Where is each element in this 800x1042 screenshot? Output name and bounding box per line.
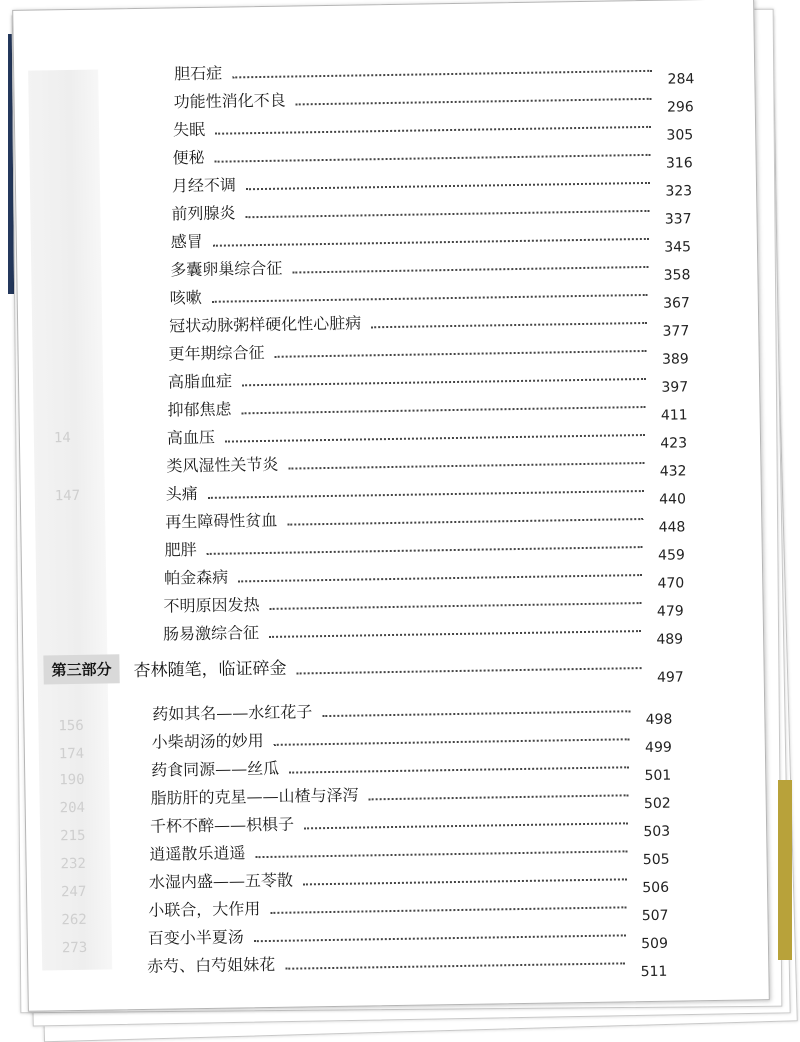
toc-leader-dots xyxy=(289,766,629,773)
toc-entry-page: 509 xyxy=(641,935,669,953)
toc-leader-dots xyxy=(269,630,641,638)
toc-leader-dots xyxy=(242,406,646,414)
toc-leader-dots xyxy=(270,906,626,914)
toc-leader-dots xyxy=(287,518,643,526)
bleed-through-number: 190 xyxy=(59,771,85,789)
toc-entry-page: 296 xyxy=(666,99,694,116)
toc-entry-page: 358 xyxy=(663,267,691,284)
toc-entry-title: 功能性消化不良 xyxy=(173,90,286,112)
toc-entry-page: 498 xyxy=(645,711,673,729)
toc-leader-dots xyxy=(296,98,652,106)
toc-leader-dots xyxy=(369,794,629,800)
bleed-through-number: 262 xyxy=(61,911,87,929)
toc-entry-page: 511 xyxy=(640,963,668,981)
toc-leader-dots xyxy=(297,667,642,674)
toc-entry-page: 440 xyxy=(659,491,687,508)
toc-leader-dots xyxy=(245,210,649,218)
toc-leader-dots xyxy=(304,822,628,829)
toc-entry-page: 411 xyxy=(660,407,688,424)
bleed-through-column xyxy=(28,70,112,971)
toc-entry-page: 284 xyxy=(667,71,695,88)
toc-leader-dots xyxy=(242,378,646,386)
toc-entry-page: 499 xyxy=(644,739,672,757)
bleed-through-number: 174 xyxy=(58,745,85,763)
toc-entry-title: 千杯不醉——枳椇子 xyxy=(149,814,295,836)
toc-entry-title: 胆石症 xyxy=(174,63,223,84)
toc-leader-dots xyxy=(274,738,630,746)
toc-entry-title: 药食同源——丝瓜 xyxy=(150,758,280,780)
toc-leader-dots xyxy=(215,126,651,135)
toc-entry-page: 305 xyxy=(666,127,694,144)
part-three-page: 497 xyxy=(656,669,684,686)
toc-entry-title: 便秘 xyxy=(172,147,205,168)
part-three-title: 杏林随笔，临证碎金 xyxy=(133,658,287,682)
toc-leader-dots xyxy=(246,182,650,190)
toc-entry-page: 345 xyxy=(664,239,692,256)
toc-entry-title: 不明原因发热 xyxy=(163,595,260,616)
toc-entry-title: 抑郁焦虑 xyxy=(167,399,232,420)
bleed-through-number: 156 xyxy=(58,717,84,735)
toc-entry-page: 506 xyxy=(642,879,670,897)
toc-leader-dots xyxy=(238,574,642,582)
toc-entry-page: 448 xyxy=(658,519,686,536)
toc-leader-dots xyxy=(303,878,627,885)
toc-leader-dots xyxy=(270,602,642,610)
toc-entry-title: 咳嗽 xyxy=(169,287,202,308)
toc-entry-page: 377 xyxy=(662,323,690,340)
toc-entry-page: 323 xyxy=(665,183,693,200)
toc-entry-title: 高血压 xyxy=(166,427,216,448)
toc-leader-dots xyxy=(254,934,626,942)
toc-entry-title: 小柴胡汤的妙用 xyxy=(151,731,264,752)
book-cover-edge xyxy=(778,780,792,960)
toc-entry-title: 水湿内盛——五苓散 xyxy=(148,870,294,892)
toc-leader-dots xyxy=(275,350,647,358)
toc-leader-dots xyxy=(371,322,647,328)
bleed-through-number: 273 xyxy=(61,939,88,957)
toc-entry-title: 帕金森病 xyxy=(163,567,229,588)
toc-entry-title: 更年期综合征 xyxy=(168,342,265,364)
toc-entry-title: 感冒 xyxy=(170,231,204,252)
toc-entry-title: 脂肪肝的克星——山楂与泽泻 xyxy=(150,785,359,808)
toc-leader-dots xyxy=(285,962,625,969)
toc-entry-page: 489 xyxy=(656,631,684,648)
toc-entry-title: 百变小半夏汤 xyxy=(147,927,244,948)
part-three-label: 第三部分 xyxy=(43,654,119,684)
toc-leader-dots xyxy=(208,490,644,499)
toc-entry-page: 337 xyxy=(664,211,692,228)
toc-entry-page: 432 xyxy=(659,463,687,480)
toc-leader-dots xyxy=(207,546,643,555)
toc-entry-title: 前列腺炎 xyxy=(171,203,236,224)
toc-leader-dots xyxy=(232,70,652,79)
toc-entry-page: 459 xyxy=(657,547,685,564)
bleed-through-number: 232 xyxy=(60,855,87,873)
toc-entry-title: 肠易激综合征 xyxy=(162,623,260,644)
toc-leader-dots xyxy=(212,294,648,303)
toc-entry-title: 多囊卵巢综合征 xyxy=(170,258,283,280)
toc-entry-page: 470 xyxy=(657,575,685,592)
toc-entry-page: 503 xyxy=(643,823,671,841)
toc-entry-page: 316 xyxy=(665,155,693,172)
toc-leader-dots xyxy=(225,434,645,443)
toc-leader-dots xyxy=(256,850,628,858)
toc-leader-dots xyxy=(215,154,651,163)
toc-entry-title: 药如其名——水红花子 xyxy=(152,702,313,724)
toc-entry[interactable] xyxy=(162,610,684,648)
toc-entry-title: 月经不调 xyxy=(171,175,237,196)
toc-entry-page: 479 xyxy=(656,603,684,620)
toc-entry-title: 肥胖 xyxy=(164,540,197,560)
toc-entry-title: 小联合，大作用 xyxy=(148,899,261,920)
toc-entry-page: 501 xyxy=(644,767,672,785)
bleed-through-number: 215 xyxy=(60,827,86,845)
bleed-through-number: 14 xyxy=(53,430,71,447)
toc-entry-page: 502 xyxy=(643,795,671,813)
toc-entry-page: 423 xyxy=(660,435,688,452)
toc-entry-page: 397 xyxy=(661,379,689,396)
toc-entry-title: 逍遥散乐逍遥 xyxy=(149,843,246,864)
toc-entry-title: 再生障碍性贫血 xyxy=(165,510,278,532)
toc-entry-title: 类风湿性关节炎 xyxy=(166,454,279,476)
toc-leader-dots xyxy=(213,238,649,247)
toc-entry-page: 505 xyxy=(642,851,670,869)
bleed-through-number: 147 xyxy=(54,487,81,505)
toc-entry-title: 头痛 xyxy=(165,484,198,504)
toc-entry-title: 失眠 xyxy=(172,119,206,140)
toc-entry-title: 赤芍、白芍姐妹花 xyxy=(147,954,276,976)
toc-leader-dots xyxy=(288,462,644,470)
toc-leader-dots xyxy=(292,266,648,274)
toc-entry-page: 507 xyxy=(641,907,669,925)
bleed-through-number: 247 xyxy=(60,883,87,901)
toc-entry-title: 高脂血症 xyxy=(167,371,233,392)
toc-leader-dots xyxy=(322,710,630,717)
bleed-through-number: 204 xyxy=(59,799,86,817)
toc-page xyxy=(12,0,770,1012)
toc-entry-title: 冠状动脉粥样硬化性心脏病 xyxy=(169,313,362,336)
toc-entry-page: 367 xyxy=(663,295,690,312)
part-three-heading[interactable] xyxy=(43,640,683,684)
toc-entry[interactable] xyxy=(147,943,668,981)
toc-entry-page: 389 xyxy=(661,351,689,368)
